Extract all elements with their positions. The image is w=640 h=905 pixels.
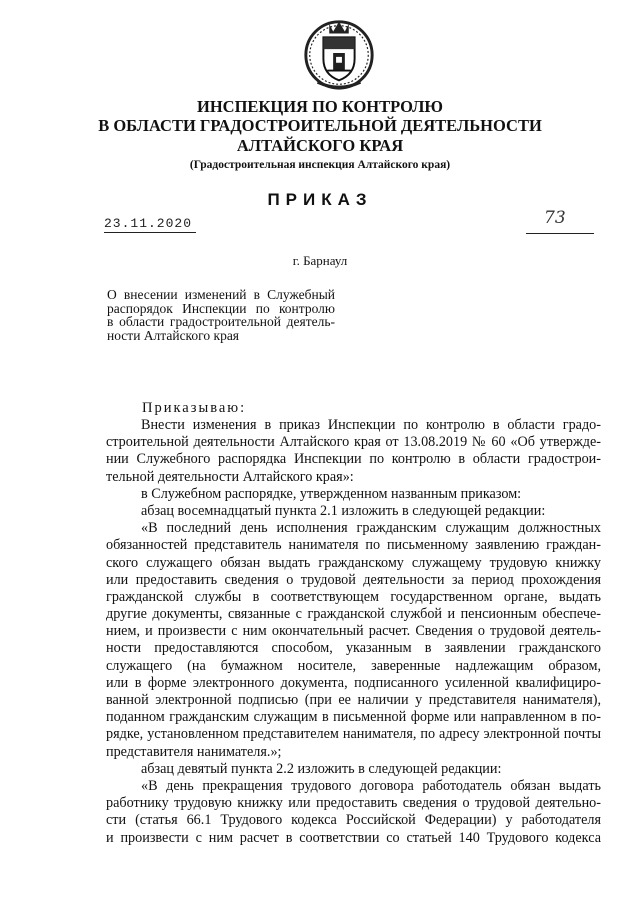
order-subject — [107, 288, 335, 342]
body-line: нием, и произвести с ним окончательный расчет. Сведения о трудовой деятель- — [106, 623, 601, 640]
body-line: сти (статья 66.1 Трудового кодекса Российской Федерации) у работодателя — [106, 812, 601, 829]
order-body — [106, 417, 601, 847]
body-line: ского служащего обязан выдать гражданскому служащему трудовую книжку — [106, 554, 601, 571]
order-number: 73 — [544, 208, 566, 228]
body-line: работнику трудовую книжку или предоставить сведения о трудовой деятельно- — [106, 795, 601, 812]
body-line: гражданской службы в соответствующем государственном органе, выдать — [106, 588, 601, 605]
body-line: поданном гражданским служащим в письменной форме или направленном в по- — [106, 709, 601, 726]
body-line: или в форме электронного документа, подписанного усиленной квалифициро- — [106, 674, 601, 691]
subject-line: распорядок Инспекции по контролю — [107, 300, 335, 316]
body-line: «В последний день исполнения гражданским служащим должностных — [141, 520, 601, 537]
org-name-line-3: АЛТАЙСКОГО КРАЯ — [236, 136, 404, 155]
body-line: или предоставить сведения о трудовой деятельности за период прохождения — [106, 571, 601, 588]
body-line: рядке, установленном представителем нанимателя, по адресу электронной почты — [106, 726, 601, 743]
body-line: другие документы, связанные с гражданской службой и пенсионным обеспече- — [106, 606, 601, 623]
body-line: тельной деятельности Алтайского края»: — [106, 468, 354, 485]
body-line: ности предоставляются способом, указанным в заявлении гражданского — [106, 640, 601, 657]
body-line: «В день прекращения трудового договора работодатель обязан выдать — [141, 777, 601, 794]
body-line: строительной деятельности Алтайского края от 13.08.2019 № 60 «Об утвержде- — [106, 434, 601, 451]
order-date: 23.11.2020 — [104, 216, 196, 233]
body-line: обязанностей представитель нанимателя по письменному заявлению граждан- — [106, 537, 601, 554]
coat-of-arms-emblem — [300, 14, 378, 92]
body-line: в Служебном распорядке, утвержденном названным приказом: — [141, 485, 522, 502]
city: г. Барнаул — [292, 253, 348, 268]
org-short-name: (Градостроительная инспекция Алтайского края) — [189, 159, 451, 171]
document-type-title: ПРИКАЗ — [267, 190, 373, 209]
subject-line: О внесении изменений в Служебный — [107, 287, 335, 302]
body-line: абзац девятый пункта 2.2 изложить в следующей редакции: — [141, 760, 502, 777]
subject-line: ности Алтайского края — [107, 327, 240, 343]
subject-line: в области градостроительной деятель- — [107, 314, 335, 329]
body-line: и произвести с ним расчет в соответствии со статьей 140 Трудового кодекса — [106, 829, 601, 846]
body-line: служащего (на бумажном носителе, заверенные надлежащим образом, — [106, 657, 601, 674]
body-line: нии Служебного распорядка Инспекции по контролю в области градострои- — [106, 451, 601, 468]
body-line: абзац восемнадцатый пункта 2.1 изложить в следующей редакции: — [141, 502, 546, 519]
body-line: ванной электронной подписью (при ее наличии у представителя нанимателя), — [106, 692, 601, 708]
org-name-line-2: В ОБЛАСТИ ГРАДОСТРОИТЕЛЬНОЙ ДЕЯТЕЛЬНОСТИ — [98, 116, 542, 135]
body-line: представителя нанимателя.»; — [106, 743, 282, 760]
org-name-line-1: ИНСПЕКЦИЯ ПО КОНТРОЛЮ — [197, 97, 443, 116]
order-directive-word: Приказываю: — [142, 400, 247, 416]
body-line: Внести изменения в приказ Инспекции по контролю в области градо- — [141, 417, 601, 433]
